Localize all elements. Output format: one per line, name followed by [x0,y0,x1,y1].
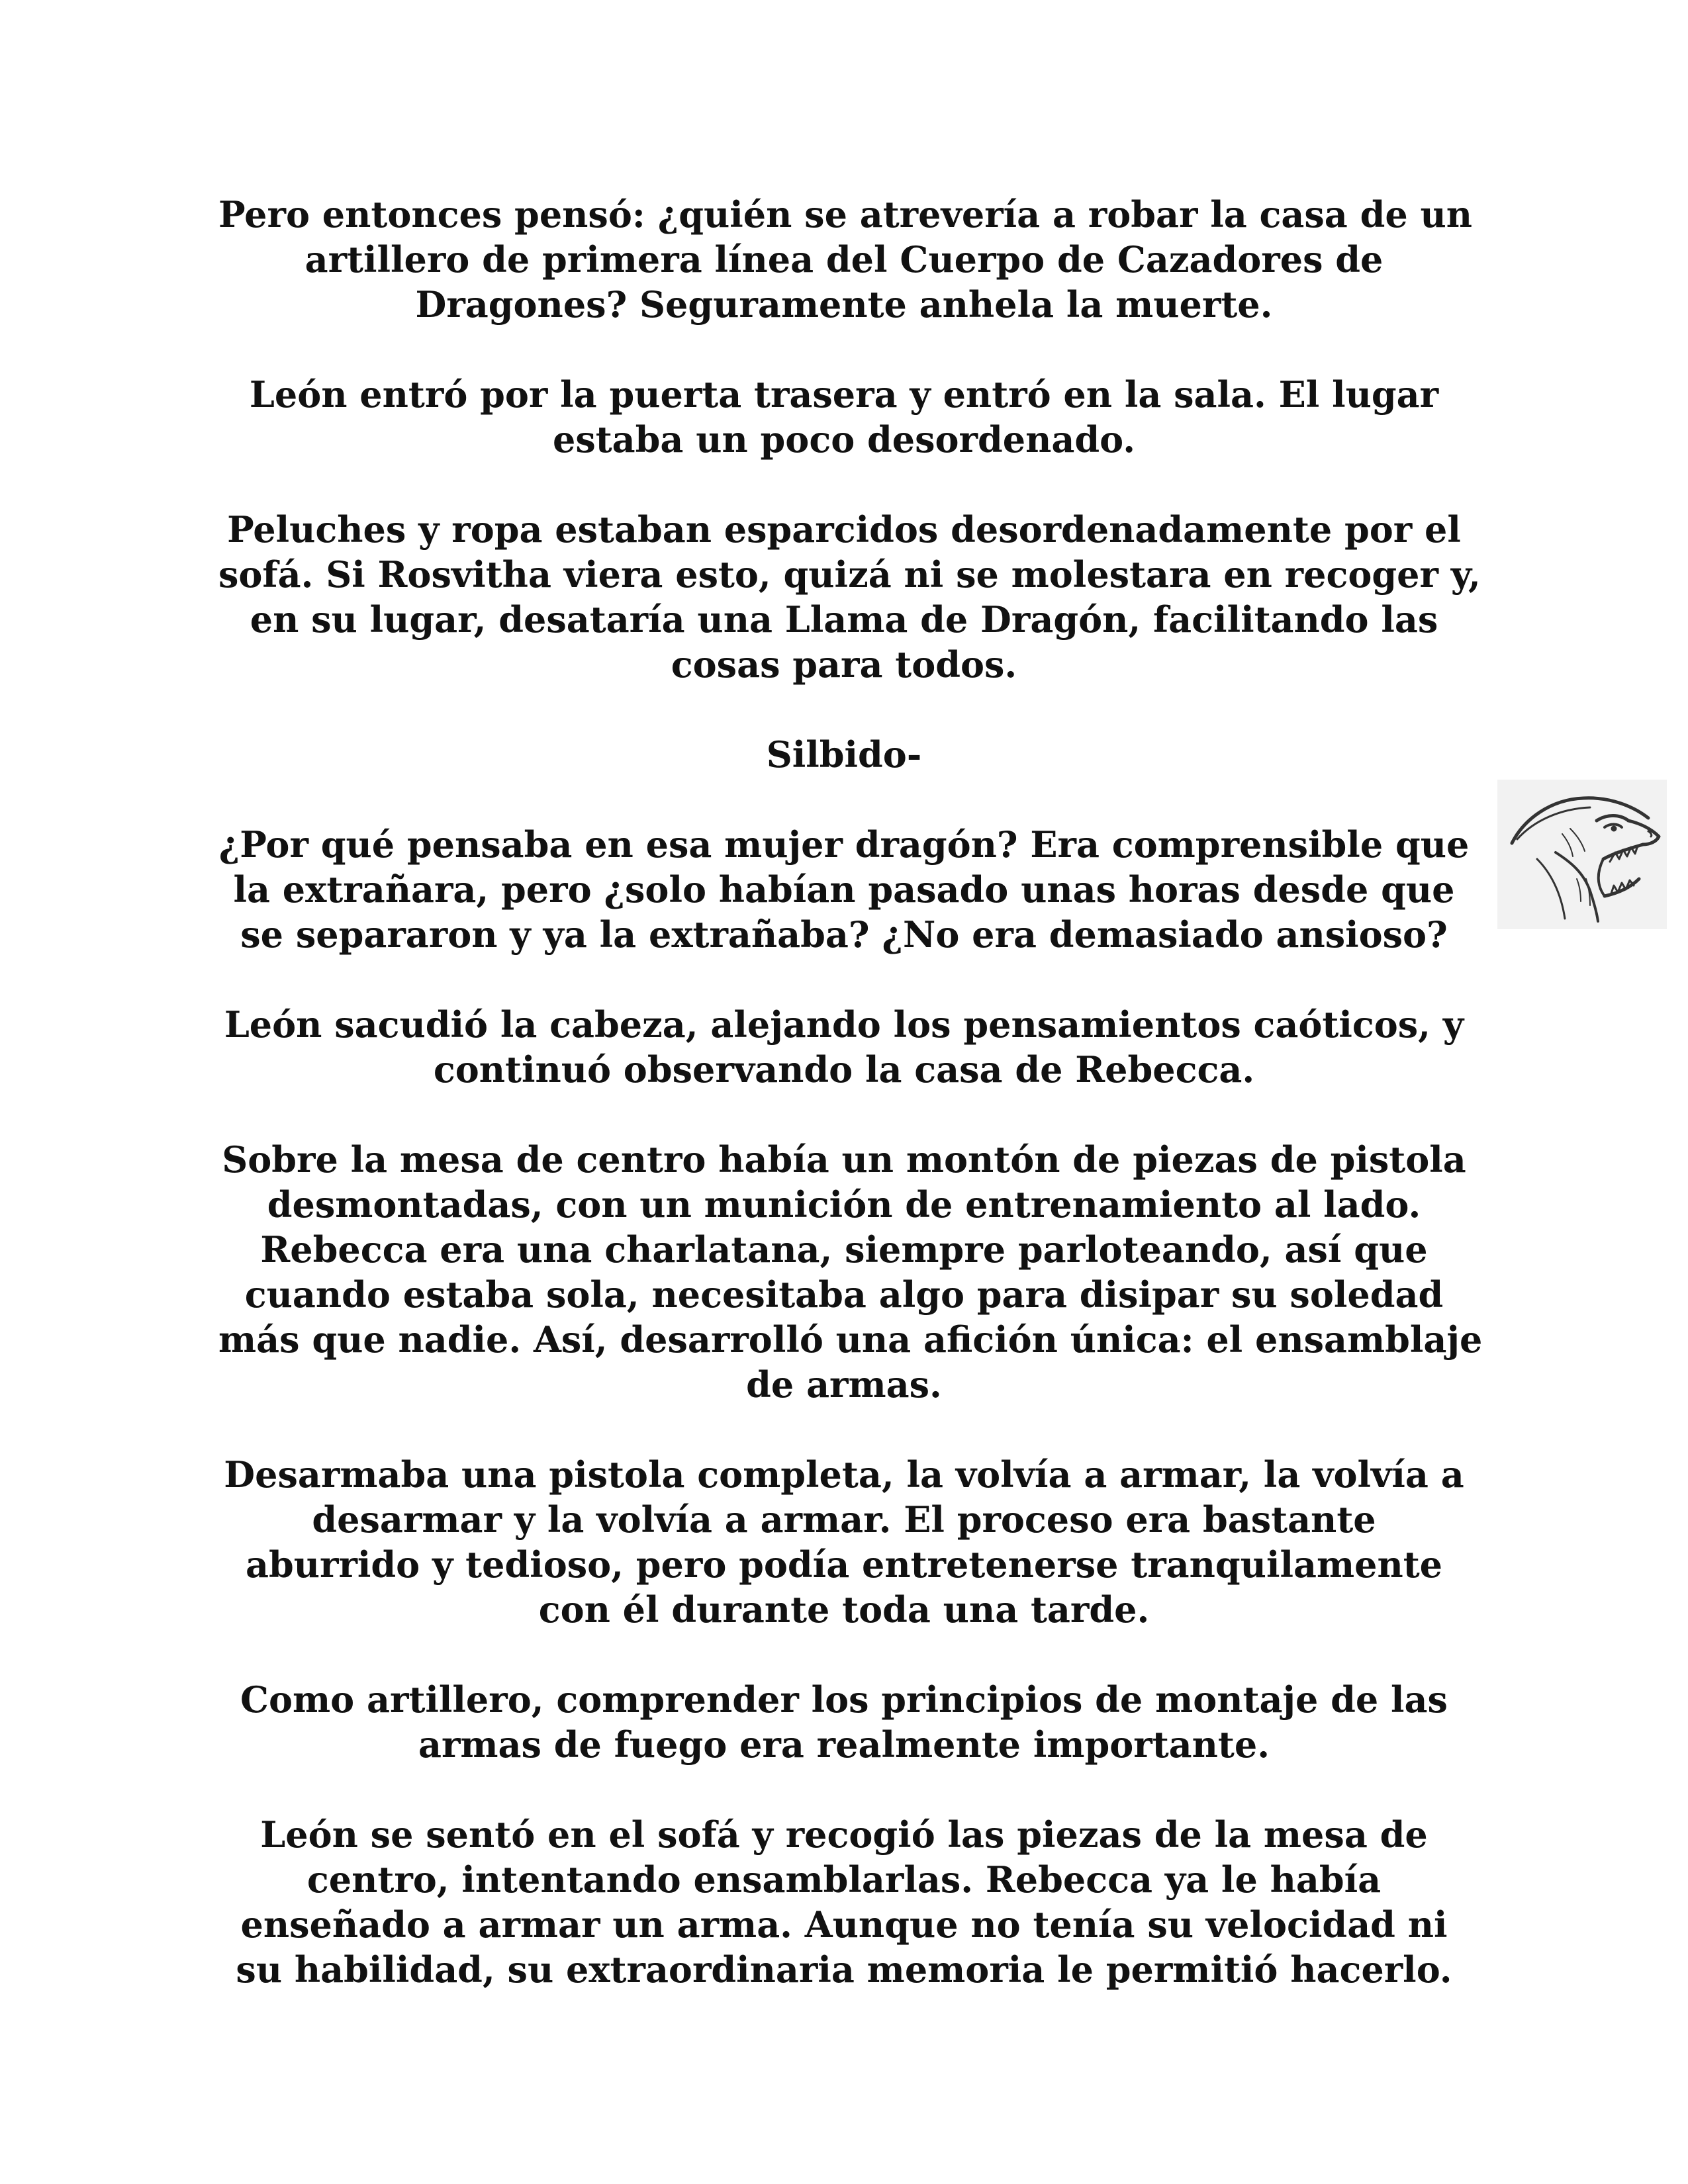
text-line: su habilidad, su extraordinaria memoria le permitió hacerlo. [236,1948,1452,1991]
text-line: Sobre la mesa de centro había un montón de piezas de pistola [222,1138,1466,1181]
paragraph [218,1002,1470,1092]
paragraph [218,822,1470,957]
text-line: León se sentó en el sofá y recogió las piezas de la mesa de [260,1813,1428,1856]
text-line: sofá. Si Rosvitha viera esto, quizá ni se molestara en recoger y, [218,553,1481,596]
paragraph [218,1677,1470,1767]
story-text [218,192,1483,2037]
text-line: Pero entonces pensó: ¿quién se atrevería a robar la casa de un [218,193,1473,236]
text-line: centro, intentando ensamblarlas. Rebecca ya le había [306,1858,1382,1901]
text-line: Dragones? Seguramente anhela la muerte. [415,283,1273,326]
text-line: desmontadas, con un munición de entrenamiento al lado. [267,1183,1421,1226]
text-line: Peluches y ropa estaban esparcidos desordenadamente por el [227,508,1461,551]
text-line: León entró por la puerta trasera y entró en la sala. El lugar [249,373,1439,416]
text-line: artillero de primera línea del Cuerpo de Cazadores de [305,238,1383,281]
text-line: la extrañara, pero ¿solo habían pasado unas horas desde que [233,868,1455,911]
text-line: armas de fuego era realmente importante. [418,1723,1270,1766]
paragraph [218,1137,1483,1407]
text-line: León sacudió la cabeza, alejando los pensamientos caóticos, y [224,1003,1464,1046]
text-line: enseñado a armar un arma. Aunque no tenía su velocidad ni [240,1903,1448,1946]
text-line: de armas. [746,1363,942,1406]
dinosaur-head-sketch-icon [1497,780,1667,929]
text-line: aburrido y tedioso, pero podía entretenerse tranquilamente [245,1543,1443,1586]
text-line: cosas para todos. [671,643,1017,686]
text-line: Como artillero, comprender los principios de montaje de las [240,1678,1448,1721]
text-line: Silbido- [766,733,922,776]
text-line: continuó observando la casa de Rebecca. [433,1048,1255,1091]
text-line: estaba un poco desordenado. [552,418,1135,461]
text-line: en su lugar, desataría una Llama de Dragón, facilitando las [250,598,1438,641]
text-line: ¿Por qué pensaba en esa mujer dragón? Era comprensible que [218,823,1470,866]
text-line: con él durante toda una tarde. [538,1588,1150,1631]
paragraph [218,372,1470,462]
paragraph [218,1452,1470,1632]
paragraph [218,732,1470,777]
paragraph [218,192,1473,327]
text-line: Rebecca era una charlatana, siempre parloteando, así que [260,1228,1428,1271]
text-line: desarmar y la volvía a armar. El proceso era bastante [312,1498,1376,1541]
paragraph [218,507,1481,687]
text-line: cuando estaba sola, necesitaba algo para disipar su soledad [244,1273,1444,1316]
text-line: más que nadie. Así, desarrolló una afición única: el ensamblaje [218,1318,1483,1361]
paragraph [218,1812,1470,1992]
text-line: se separaron y ya la extrañaba? ¿No era demasiado ansioso? [240,913,1448,956]
text-line: Desarmaba una pistola completa, la volvía a armar, la volvía a [224,1453,1464,1496]
